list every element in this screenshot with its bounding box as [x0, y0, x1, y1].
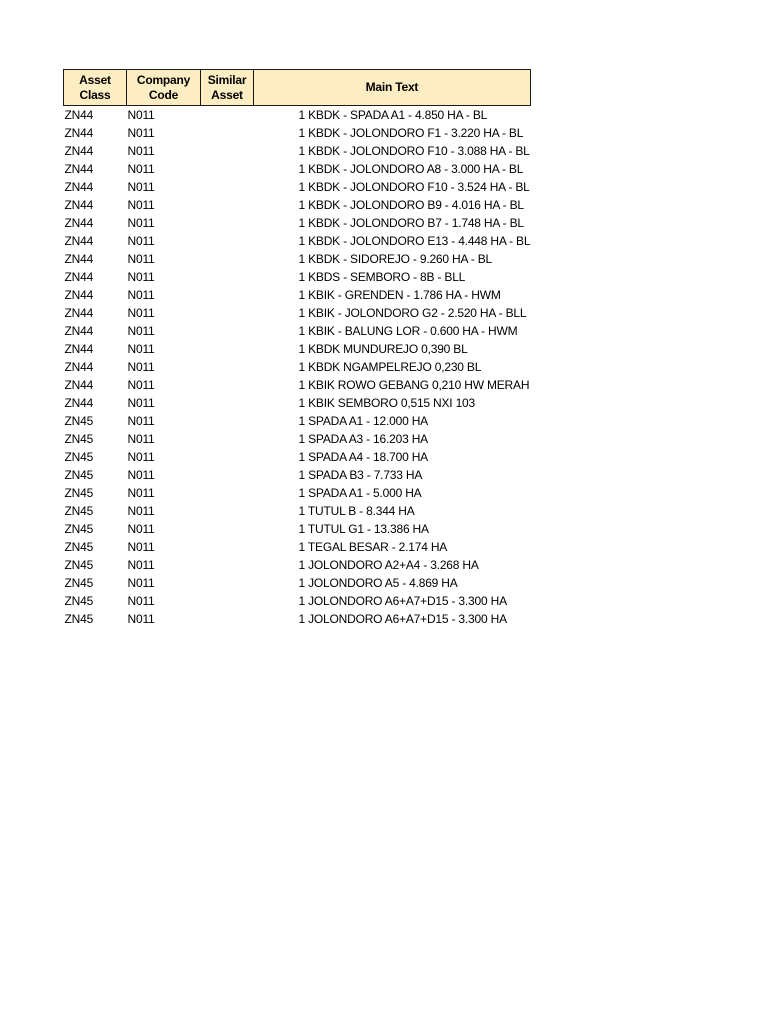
- table-row: [64, 538, 531, 556]
- cell-main-text[interactable]: 1 SPADA A1 - 12.000 HA: [298, 414, 428, 428]
- cell-similar-asset[interactable]: [201, 250, 254, 268]
- cell-company-code[interactable]: N011: [127, 450, 155, 464]
- cell-company-code[interactable]: N011: [127, 594, 155, 608]
- cell-asset-class[interactable]: ZN44: [64, 216, 94, 230]
- header-label: Company: [136, 72, 191, 87]
- cell-asset-class[interactable]: ZN44: [64, 126, 94, 140]
- cell-company-code[interactable]: N011: [127, 378, 155, 392]
- cell-similar-asset[interactable]: [201, 520, 254, 538]
- table-row: [64, 304, 531, 322]
- cell-main-text[interactable]: 1 KBDK - JOLONDORO E13 - 4.448 HA - BL: [298, 234, 531, 248]
- cell-main-text[interactable]: 1 KBDK - SPADA A1 - 4.850 HA - BL: [298, 108, 488, 122]
- cell-similar-asset[interactable]: [201, 268, 254, 286]
- cell-company-code[interactable]: N011: [127, 540, 155, 554]
- cell-similar-asset[interactable]: [201, 412, 254, 430]
- cell-main-text[interactable]: 1 KBDK - JOLONDORO F10 - 3.524 HA - BL: [298, 180, 530, 194]
- cell-similar-asset[interactable]: [201, 484, 254, 502]
- cell-main-text[interactable]: 1 KBDK - JOLONDORO F1 - 3.220 HA - BL: [298, 126, 524, 140]
- cell-company-code[interactable]: N011: [127, 216, 155, 230]
- cell-company-code[interactable]: N011: [127, 162, 155, 176]
- cell-asset-class[interactable]: ZN45: [64, 522, 94, 536]
- cell-main-text[interactable]: 1 KBIK - BALUNG LOR - 0.600 HA - HWM: [298, 324, 518, 338]
- cell-similar-asset[interactable]: [201, 232, 254, 250]
- cell-asset-class[interactable]: ZN44: [64, 306, 94, 320]
- cell-asset-class[interactable]: ZN45: [64, 432, 94, 446]
- cell-similar-asset[interactable]: [201, 466, 254, 484]
- cell-main-text[interactable]: 1 KBDK - SIDOREJO - 9.260 HA - BL: [298, 252, 492, 266]
- cell-company-code[interactable]: N011: [127, 252, 155, 266]
- cell-company-code[interactable]: N011: [127, 612, 155, 626]
- cell-asset-class[interactable]: ZN45: [64, 612, 94, 626]
- cell-main-text[interactable]: 1 KBDK NGAMPELREJO 0,230 BL: [298, 360, 482, 374]
- cell-asset-class[interactable]: ZN45: [64, 540, 94, 554]
- cell-company-code[interactable]: N011: [127, 126, 155, 140]
- table-row: [64, 142, 531, 160]
- cell-similar-asset[interactable]: [201, 448, 254, 466]
- header-asset-class[interactable]: [64, 70, 127, 106]
- table-row: [64, 160, 531, 178]
- cell-similar-asset[interactable]: [201, 376, 254, 394]
- cell-similar-asset[interactable]: [201, 178, 254, 196]
- cell-company-code[interactable]: N011: [127, 522, 155, 536]
- table-body: [64, 106, 531, 629]
- cell-asset-class[interactable]: ZN44: [64, 396, 94, 410]
- cell-company-code[interactable]: N011: [127, 432, 155, 446]
- cell-asset-class[interactable]: ZN44: [64, 270, 94, 284]
- table-row: [64, 484, 531, 502]
- cell-main-text[interactable]: 1 KBDK - JOLONDORO B9 - 4.016 HA - BL: [298, 198, 524, 212]
- cell-company-code[interactable]: N011: [127, 486, 155, 500]
- table-row: [64, 340, 531, 358]
- table-row: [64, 232, 531, 250]
- cell-main-text[interactable]: 1 SPADA A1 - 5.000 HA: [298, 486, 422, 500]
- cell-similar-asset[interactable]: [201, 538, 254, 556]
- cell-main-text[interactable]: 1 KBDK MUNDUREJO 0,390 BL: [298, 342, 468, 356]
- cell-main-text[interactable]: 1 KBDK - JOLONDORO F10 - 3.088 HA - BL: [298, 144, 530, 158]
- cell-asset-class[interactable]: ZN45: [64, 576, 94, 590]
- cell-company-code[interactable]: N011: [127, 288, 155, 302]
- cell-main-text[interactable]: 1 KBIK ROWO GEBANG 0,210 HW MERAH: [298, 378, 530, 392]
- table-row: [64, 286, 531, 304]
- cell-main-text[interactable]: 1 KBIK - GRENDEN - 1.786 HA - HWM: [298, 288, 501, 302]
- cell-asset-class[interactable]: ZN44: [64, 288, 94, 302]
- table-header: [64, 70, 531, 106]
- cell-company-code[interactable]: N011: [127, 360, 155, 374]
- table-row: [64, 196, 531, 214]
- table-row: [64, 178, 531, 196]
- cell-company-code[interactable]: N011: [127, 396, 155, 410]
- cell-main-text[interactable]: 1 KBIK - JOLONDORO G2 - 2.520 HA - BLL: [298, 306, 527, 320]
- table-row: [64, 394, 531, 412]
- cell-main-text[interactable]: 1 SPADA A3 - 16.203 HA: [298, 432, 428, 446]
- cell-similar-asset[interactable]: [201, 304, 254, 322]
- cell-company-code[interactable]: N011: [127, 180, 155, 194]
- table-row: [64, 214, 531, 232]
- asset-table: [63, 69, 531, 628]
- table-row: [64, 106, 531, 125]
- cell-company-code[interactable]: N011: [127, 414, 155, 428]
- cell-asset-class[interactable]: ZN44: [64, 252, 94, 266]
- cell-similar-asset[interactable]: [201, 160, 254, 178]
- cell-main-text[interactable]: 1 TEGAL BESAR - 2.174 HA: [298, 540, 448, 554]
- table-row: [64, 430, 531, 448]
- table-row: [64, 592, 531, 610]
- cell-company-code[interactable]: N011: [127, 342, 155, 356]
- cell-company-code[interactable]: N011: [127, 576, 155, 590]
- cell-asset-class[interactable]: ZN45: [64, 450, 94, 464]
- table-row: [64, 448, 531, 466]
- header-label: Asset: [79, 72, 111, 87]
- cell-main-text[interactable]: 1 JOLONDORO A6+A7+D15 - 3.300 HA: [298, 612, 507, 626]
- cell-main-text[interactable]: 1 JOLONDORO A2+A4 - 3.268 HA: [298, 558, 479, 572]
- cell-asset-class[interactable]: ZN45: [64, 486, 94, 500]
- cell-asset-class[interactable]: ZN44: [64, 180, 94, 194]
- cell-main-text[interactable]: 1 KBIK SEMBORO 0,515 NXI 103: [298, 396, 475, 410]
- cell-asset-class[interactable]: ZN44: [64, 108, 94, 122]
- table-row: [64, 124, 531, 142]
- cell-company-code[interactable]: N011: [127, 558, 155, 572]
- header-similar-asset[interactable]: [201, 70, 254, 106]
- cell-similar-asset[interactable]: [201, 358, 254, 376]
- cell-main-text[interactable]: 1 KBDK - JOLONDORO B7 - 1.748 HA - BL: [298, 216, 524, 230]
- table-row: [64, 268, 531, 286]
- spreadsheet: [63, 69, 531, 628]
- table-row: [64, 412, 531, 430]
- table-row: [64, 610, 531, 628]
- cell-similar-asset[interactable]: [201, 340, 254, 358]
- header-label: Main Text: [365, 80, 419, 94]
- cell-company-code[interactable]: N011: [127, 108, 155, 122]
- cell-asset-class[interactable]: ZN45: [64, 558, 94, 572]
- table-row: [64, 358, 531, 376]
- cell-main-text[interactable]: 1 TUTUL G1 - 13.386 HA: [298, 522, 429, 536]
- cell-company-code[interactable]: N011: [127, 504, 155, 518]
- header-label: Code: [148, 87, 179, 102]
- header-row: [64, 70, 531, 106]
- cell-asset-class[interactable]: ZN45: [64, 594, 94, 608]
- cell-company-code[interactable]: N011: [127, 306, 155, 320]
- cell-asset-class[interactable]: ZN44: [64, 144, 94, 158]
- cell-company-code[interactable]: N011: [127, 468, 155, 482]
- table-row: [64, 376, 531, 394]
- cell-main-text[interactable]: 1 TUTUL B - 8.344 HA: [298, 504, 415, 518]
- cell-asset-class[interactable]: ZN44: [64, 378, 94, 392]
- cell-company-code[interactable]: N011: [127, 144, 155, 158]
- cell-similar-asset[interactable]: [201, 322, 254, 340]
- cell-company-code[interactable]: N011: [127, 234, 155, 248]
- cell-similar-asset[interactable]: [201, 286, 254, 304]
- header-label: Class: [79, 87, 111, 102]
- cell-similar-asset[interactable]: [201, 124, 254, 142]
- table-row: [64, 502, 531, 520]
- cell-asset-class[interactable]: ZN44: [64, 324, 94, 338]
- header-company-code[interactable]: [127, 70, 201, 106]
- cell-asset-class[interactable]: ZN45: [64, 468, 94, 482]
- cell-main-text[interactable]: 1 JOLONDORO A5 - 4.869 HA: [298, 576, 458, 590]
- cell-main-text[interactable]: 1 SPADA B3 - 7.733 HA: [298, 468, 423, 482]
- cell-main-text[interactable]: 1 KBDS - SEMBORO - 8B - BLL: [298, 270, 466, 284]
- cell-asset-class[interactable]: ZN44: [64, 198, 94, 212]
- cell-main-text[interactable]: 1 SPADA A4 - 18.700 HA: [298, 450, 428, 464]
- cell-asset-class[interactable]: ZN45: [64, 414, 94, 428]
- cell-similar-asset[interactable]: [201, 574, 254, 592]
- cell-similar-asset[interactable]: [201, 106, 254, 125]
- cell-similar-asset[interactable]: [201, 142, 254, 160]
- cell-company-code[interactable]: N011: [127, 198, 155, 212]
- table-row: [64, 520, 531, 538]
- table-row: [64, 466, 531, 484]
- cell-similar-asset[interactable]: [201, 214, 254, 232]
- cell-asset-class[interactable]: ZN45: [64, 504, 94, 518]
- header-main-text[interactable]: [254, 70, 531, 106]
- table-row: [64, 322, 531, 340]
- cell-similar-asset[interactable]: [201, 610, 254, 628]
- cell-similar-asset[interactable]: [201, 556, 254, 574]
- cell-asset-class[interactable]: ZN44: [64, 234, 94, 248]
- cell-asset-class[interactable]: ZN44: [64, 162, 94, 176]
- cell-similar-asset[interactable]: [201, 394, 254, 412]
- cell-main-text[interactable]: 1 JOLONDORO A6+A7+D15 - 3.300 HA: [298, 594, 507, 608]
- table-row: [64, 574, 531, 592]
- header-label: Asset: [211, 87, 243, 102]
- table-row: [64, 556, 531, 574]
- cell-main-text[interactable]: 1 KBDK - JOLONDORO A8 - 3.000 HA - BL: [298, 162, 524, 176]
- cell-similar-asset[interactable]: [201, 502, 254, 520]
- cell-asset-class[interactable]: ZN44: [64, 360, 94, 374]
- cell-similar-asset[interactable]: [201, 592, 254, 610]
- cell-similar-asset[interactable]: [201, 430, 254, 448]
- table-row: [64, 250, 531, 268]
- header-label: Similar: [207, 72, 247, 87]
- cell-similar-asset[interactable]: [201, 196, 254, 214]
- cell-asset-class[interactable]: ZN44: [64, 342, 94, 356]
- cell-company-code[interactable]: N011: [127, 324, 155, 338]
- cell-company-code[interactable]: N011: [127, 270, 155, 284]
